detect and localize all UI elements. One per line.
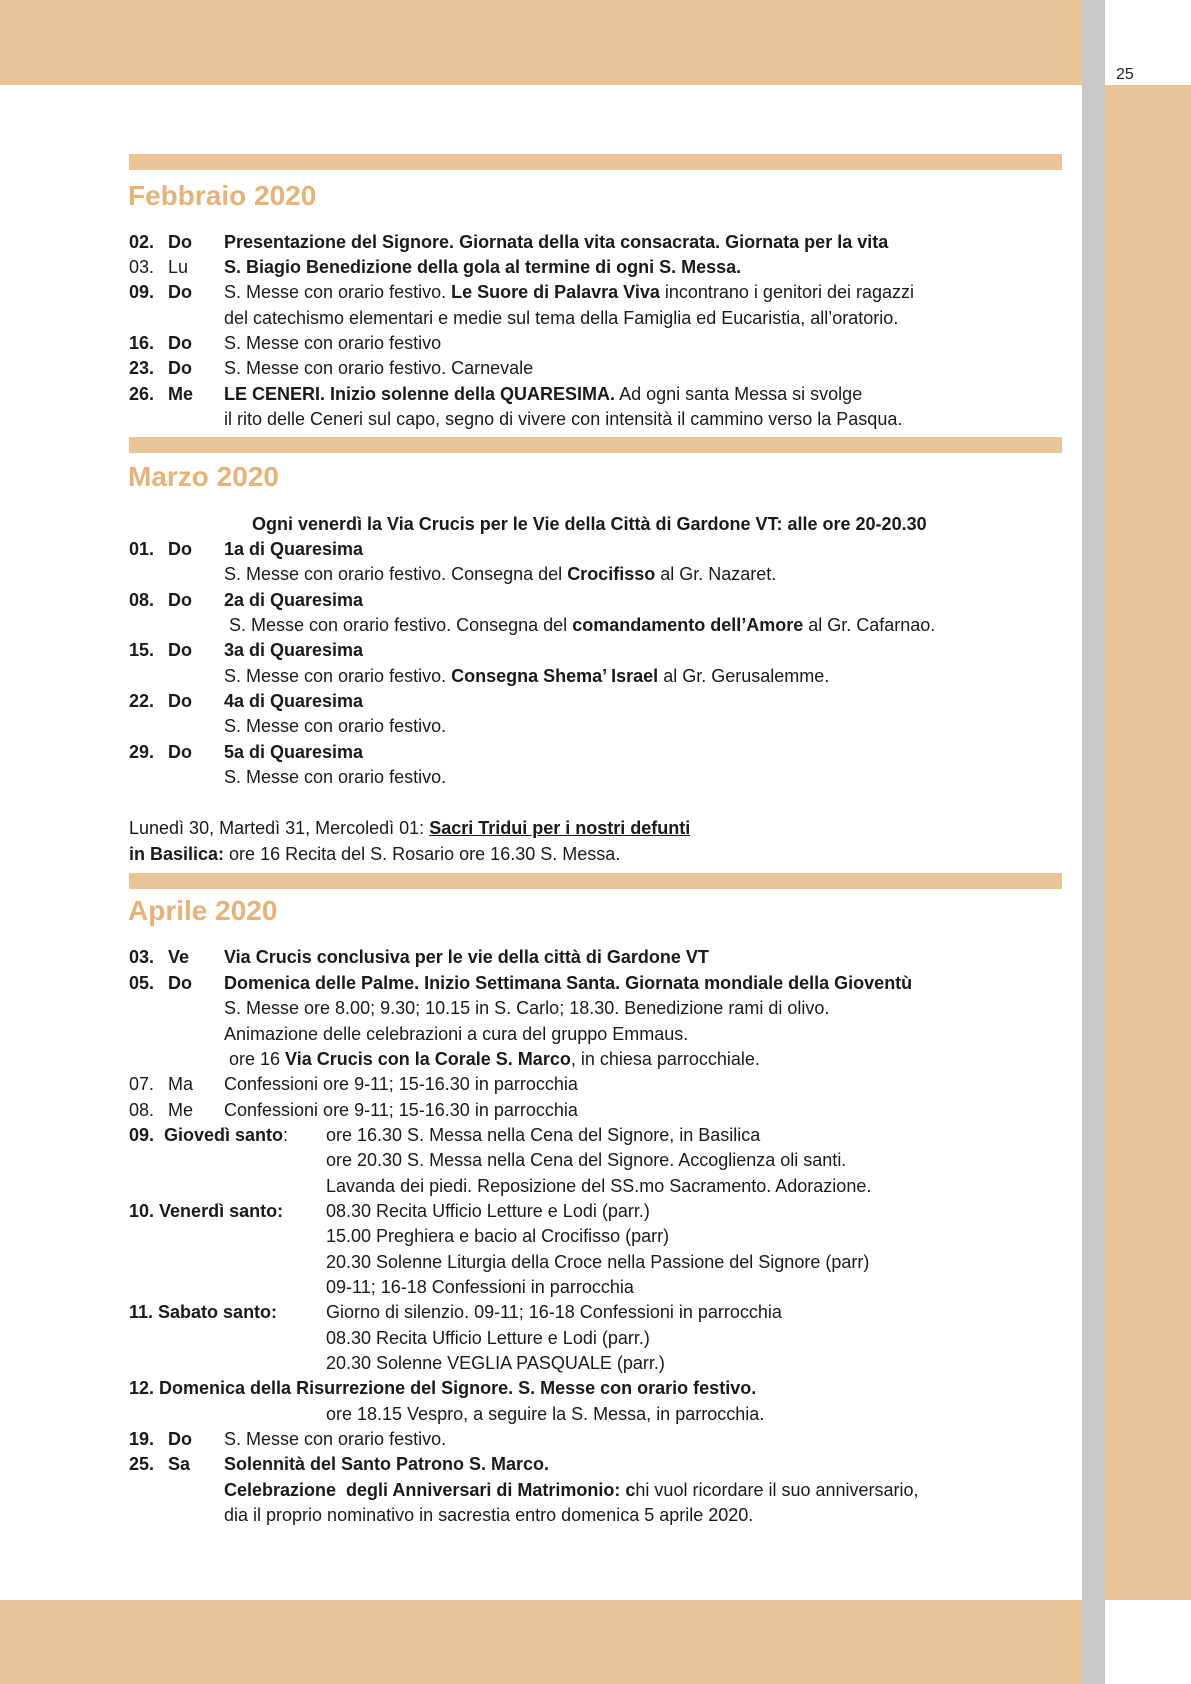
month-title-feb: Febbraio 2020: [128, 180, 317, 211]
entry-title: 2a di Quaresima: [224, 590, 364, 610]
page-number: 25: [1116, 66, 1134, 83]
entry-weekday: Do: [168, 973, 192, 993]
text-bold-part: Consegna Shema’ Israel: [451, 666, 659, 686]
entry-day: 16.: [129, 333, 155, 353]
entry-text: ore 18.15 Vespro, a seguire la S. Messa, in parrocchia.: [326, 1404, 765, 1424]
entry-title: 5a di Quaresima: [224, 742, 364, 762]
section-bar-mar: [129, 437, 1062, 453]
entry-weekday: Sa: [168, 1454, 191, 1474]
entry-text: S. Messe ore 8.00; 9.30; 10.15 in S. Carlo; 18.30. Benedizione rami di olivo.: [224, 998, 830, 1018]
entry-day: 03.: [129, 947, 155, 967]
entry-title: 1a di Quaresima: [224, 539, 364, 559]
entry-text: [224, 563, 776, 585]
entry-text: S. Messe con orario festivo.: [224, 1429, 447, 1449]
text-bold-part: LE CENERI. Inizio solenne della QUARESIMA.: [224, 384, 616, 404]
entry-day: 19.: [129, 1429, 155, 1449]
text-bold-part: comandamento dell’Amore: [572, 615, 804, 635]
entry-day: 08.: [129, 1100, 155, 1120]
text-bold-part: Le Suore di Palavra Viva: [451, 282, 660, 302]
entry-weekday: Do: [168, 691, 192, 711]
entry-day: 23.: [129, 358, 155, 378]
entry-text: ore 16.30 S. Messa nella Cena del Signore, in Basilica: [326, 1125, 761, 1145]
month-title-mar: Marzo 2020: [128, 461, 279, 492]
entry-text: Lavanda dei piedi. Reposizione del SS.mo Sacramento. Adorazione.: [326, 1176, 872, 1196]
text-bold-part: 09. Giovedì santo: [129, 1125, 284, 1145]
entry-label: [129, 1200, 283, 1222]
entry-day: 02.: [129, 232, 155, 252]
entry-text: S. Messe con orario festivo.: [224, 767, 447, 787]
entry-title: 3a di Quaresima: [224, 640, 364, 660]
entry-weekday: Ma: [168, 1074, 194, 1094]
entry-text: 15.00 Preghiera e bacio al Crocifisso (parr): [326, 1226, 670, 1246]
page-edge-strip: [1082, 0, 1105, 1684]
entry-text: ore 20.30 S. Messa nella Cena del Signore. Accoglienza oli santi.: [326, 1150, 847, 1170]
section-bar-apr: [129, 873, 1062, 889]
month-title-apr: Aprile 2020: [128, 895, 278, 926]
text-part: al Gr. Gerusalemme.: [658, 666, 830, 686]
text-part: al Gr. Nazaret.: [655, 564, 777, 584]
entry-text: [224, 614, 935, 636]
entry-weekday: Do: [168, 1429, 192, 1449]
entry-day: 01.: [129, 539, 155, 559]
text-part: S. Messe con orario festivo.: [224, 666, 452, 686]
entry-weekday: Do: [168, 640, 192, 660]
text-part: Ad ogni santa Messa si svolge: [615, 384, 863, 404]
text-bold-part: Via Crucis con la Corale S. Marco: [285, 1049, 571, 1069]
entry-weekday: Lu: [168, 257, 189, 277]
entry-text: 08.30 Recita Ufficio Letture e Lodi (parr.): [326, 1201, 650, 1221]
text-part: ore 16: [224, 1049, 286, 1069]
entry-text: dia il proprio nominativo in sacrestia entro domenica 5 aprile 2020.: [224, 1505, 754, 1525]
entry-title: Solennità del Santo Patrono S. Marco.: [224, 1454, 550, 1474]
tridui-line-1: [129, 817, 690, 839]
text-bold-part: Celebrazione degli Anniversari di Matrimonio: c: [224, 1480, 636, 1500]
entry-text: 20.30 Solenne VEGLIA PASQUALE (parr.): [326, 1353, 665, 1373]
via-crucis-notice: Ogni venerdì la Via Crucis per le Vie della Città di Gardone VT: alle ore 20-20.30: [252, 514, 927, 534]
text-bold-underlined: Sacri Tridui per i nostri defunti: [429, 818, 691, 838]
entry-text: 20.30 Solenne Liturgia della Croce nella Passione del Signore (parr): [326, 1252, 870, 1272]
entry-day: 08.: [129, 590, 155, 610]
entry-text: [224, 1479, 919, 1501]
entry-title: 4a di Quaresima: [224, 691, 364, 711]
entry-weekday: Do: [168, 232, 192, 252]
text-bold-part: 10: [129, 1201, 150, 1221]
entry-weekday: Me: [168, 384, 194, 404]
text-bold-part: . Venerdì santo:: [149, 1201, 284, 1221]
entry-text: 09-11; 16-18 Confessioni in parrocchia: [326, 1277, 634, 1297]
entry-label: [129, 1124, 288, 1146]
entry-weekday: Do: [168, 742, 192, 762]
entry-text: [224, 383, 862, 405]
entry-text: Via Crucis conclusiva per le vie della città di Gardone VT: [224, 947, 709, 967]
section-bar-feb: [129, 154, 1062, 170]
entry-weekday: Me: [168, 1100, 194, 1120]
entry-text: S. Messe con orario festivo.: [224, 716, 447, 736]
text-part: S. Messe con orario festivo. Consegna del: [224, 615, 573, 635]
entry-day: 29.: [129, 742, 155, 762]
entry-weekday: Do: [168, 282, 192, 302]
entry-text-continued: del catechismo elementari e medie sul tema della Famiglia ed Eucaristia, all’oratorio.: [224, 308, 899, 328]
text-bold-part: in Basilica:: [129, 844, 225, 864]
entry-day: 03.: [129, 257, 155, 277]
entry-day: 09.: [129, 282, 155, 302]
text-part: hi vuol ricordare il suo anniversario,: [635, 1480, 919, 1500]
entry-weekday: Ve: [168, 947, 190, 967]
entry-text: 08.30 Recita Ufficio Letture e Lodi (parr.): [326, 1328, 650, 1348]
text-part: ore 16 Recita del S. Rosario ore 16.30 S. Messa.: [224, 844, 621, 864]
text-part: , in chiesa parrocchiale.: [570, 1049, 760, 1069]
entry-text: S. Messe con orario festivo. Carnevale: [224, 358, 534, 378]
entry-text: S. Messe con orario festivo: [224, 333, 442, 353]
tridui-line-2: [129, 843, 620, 865]
entry-text: Confessioni ore 9-11; 15-16.30 in parrocchia: [224, 1074, 578, 1094]
entry-day: 22.: [129, 691, 155, 711]
entry-text: S. Biagio Benedizione della gola al termine di ogni S. Messa.: [224, 257, 742, 277]
header-band: [0, 0, 1082, 85]
text-bold-part: Crocifisso: [567, 564, 656, 584]
text-part: incontrano i genitori dei ragazzi: [659, 282, 915, 302]
entry-text: Animazione delle celebrazioni a cura del gruppo Emmaus.: [224, 1024, 689, 1044]
entry-weekday: Do: [168, 333, 192, 353]
entry-text-continued: il rito delle Ceneri sul capo, segno di vivere con intensità il cammino verso la Pasqua.: [224, 409, 903, 429]
entry-weekday: Do: [168, 590, 192, 610]
entry-text: [224, 281, 914, 303]
entry-day: 26.: [129, 384, 155, 404]
entry-text: Giorno di silenzio. 09-11; 16-18 Confessioni in parrocchia: [326, 1302, 782, 1322]
entry-day: 05.: [129, 973, 155, 993]
entry-title: 12. Domenica della Risurrezione del Signore. S. Messe con orario festivo.: [129, 1378, 757, 1398]
entry-day: 15.: [129, 640, 155, 660]
text-part: S. Messe con orario festivo. Consegna del: [224, 564, 568, 584]
text-part: al Gr. Cafarnao.: [803, 615, 936, 635]
text-part: Lunedì 30, Martedì 31, Mercoledì 01:: [129, 818, 430, 838]
entry-title: Domenica delle Palme. Inizio Settimana Santa. Giornata mondiale della Gioventù: [224, 973, 913, 993]
entry-weekday: Do: [168, 539, 192, 559]
entry-day: 25.: [129, 1454, 155, 1474]
entry-day: 07.: [129, 1074, 155, 1094]
entry-label: 11. Sabato santo:: [129, 1302, 278, 1322]
text-part: :: [283, 1125, 289, 1145]
entry-text: Confessioni ore 9-11; 15-16.30 in parrocchia: [224, 1100, 578, 1120]
text-part: S. Messe con orario festivo.: [224, 282, 452, 302]
entry-text: Presentazione del Signore. Giornata della vita consacrata. Giornata per la vita: [224, 232, 889, 252]
entry-weekday: Do: [168, 358, 192, 378]
side-column: [1105, 85, 1191, 1600]
footer-band: [0, 1600, 1082, 1684]
entry-text: [224, 1048, 760, 1070]
entry-text: [224, 665, 829, 687]
